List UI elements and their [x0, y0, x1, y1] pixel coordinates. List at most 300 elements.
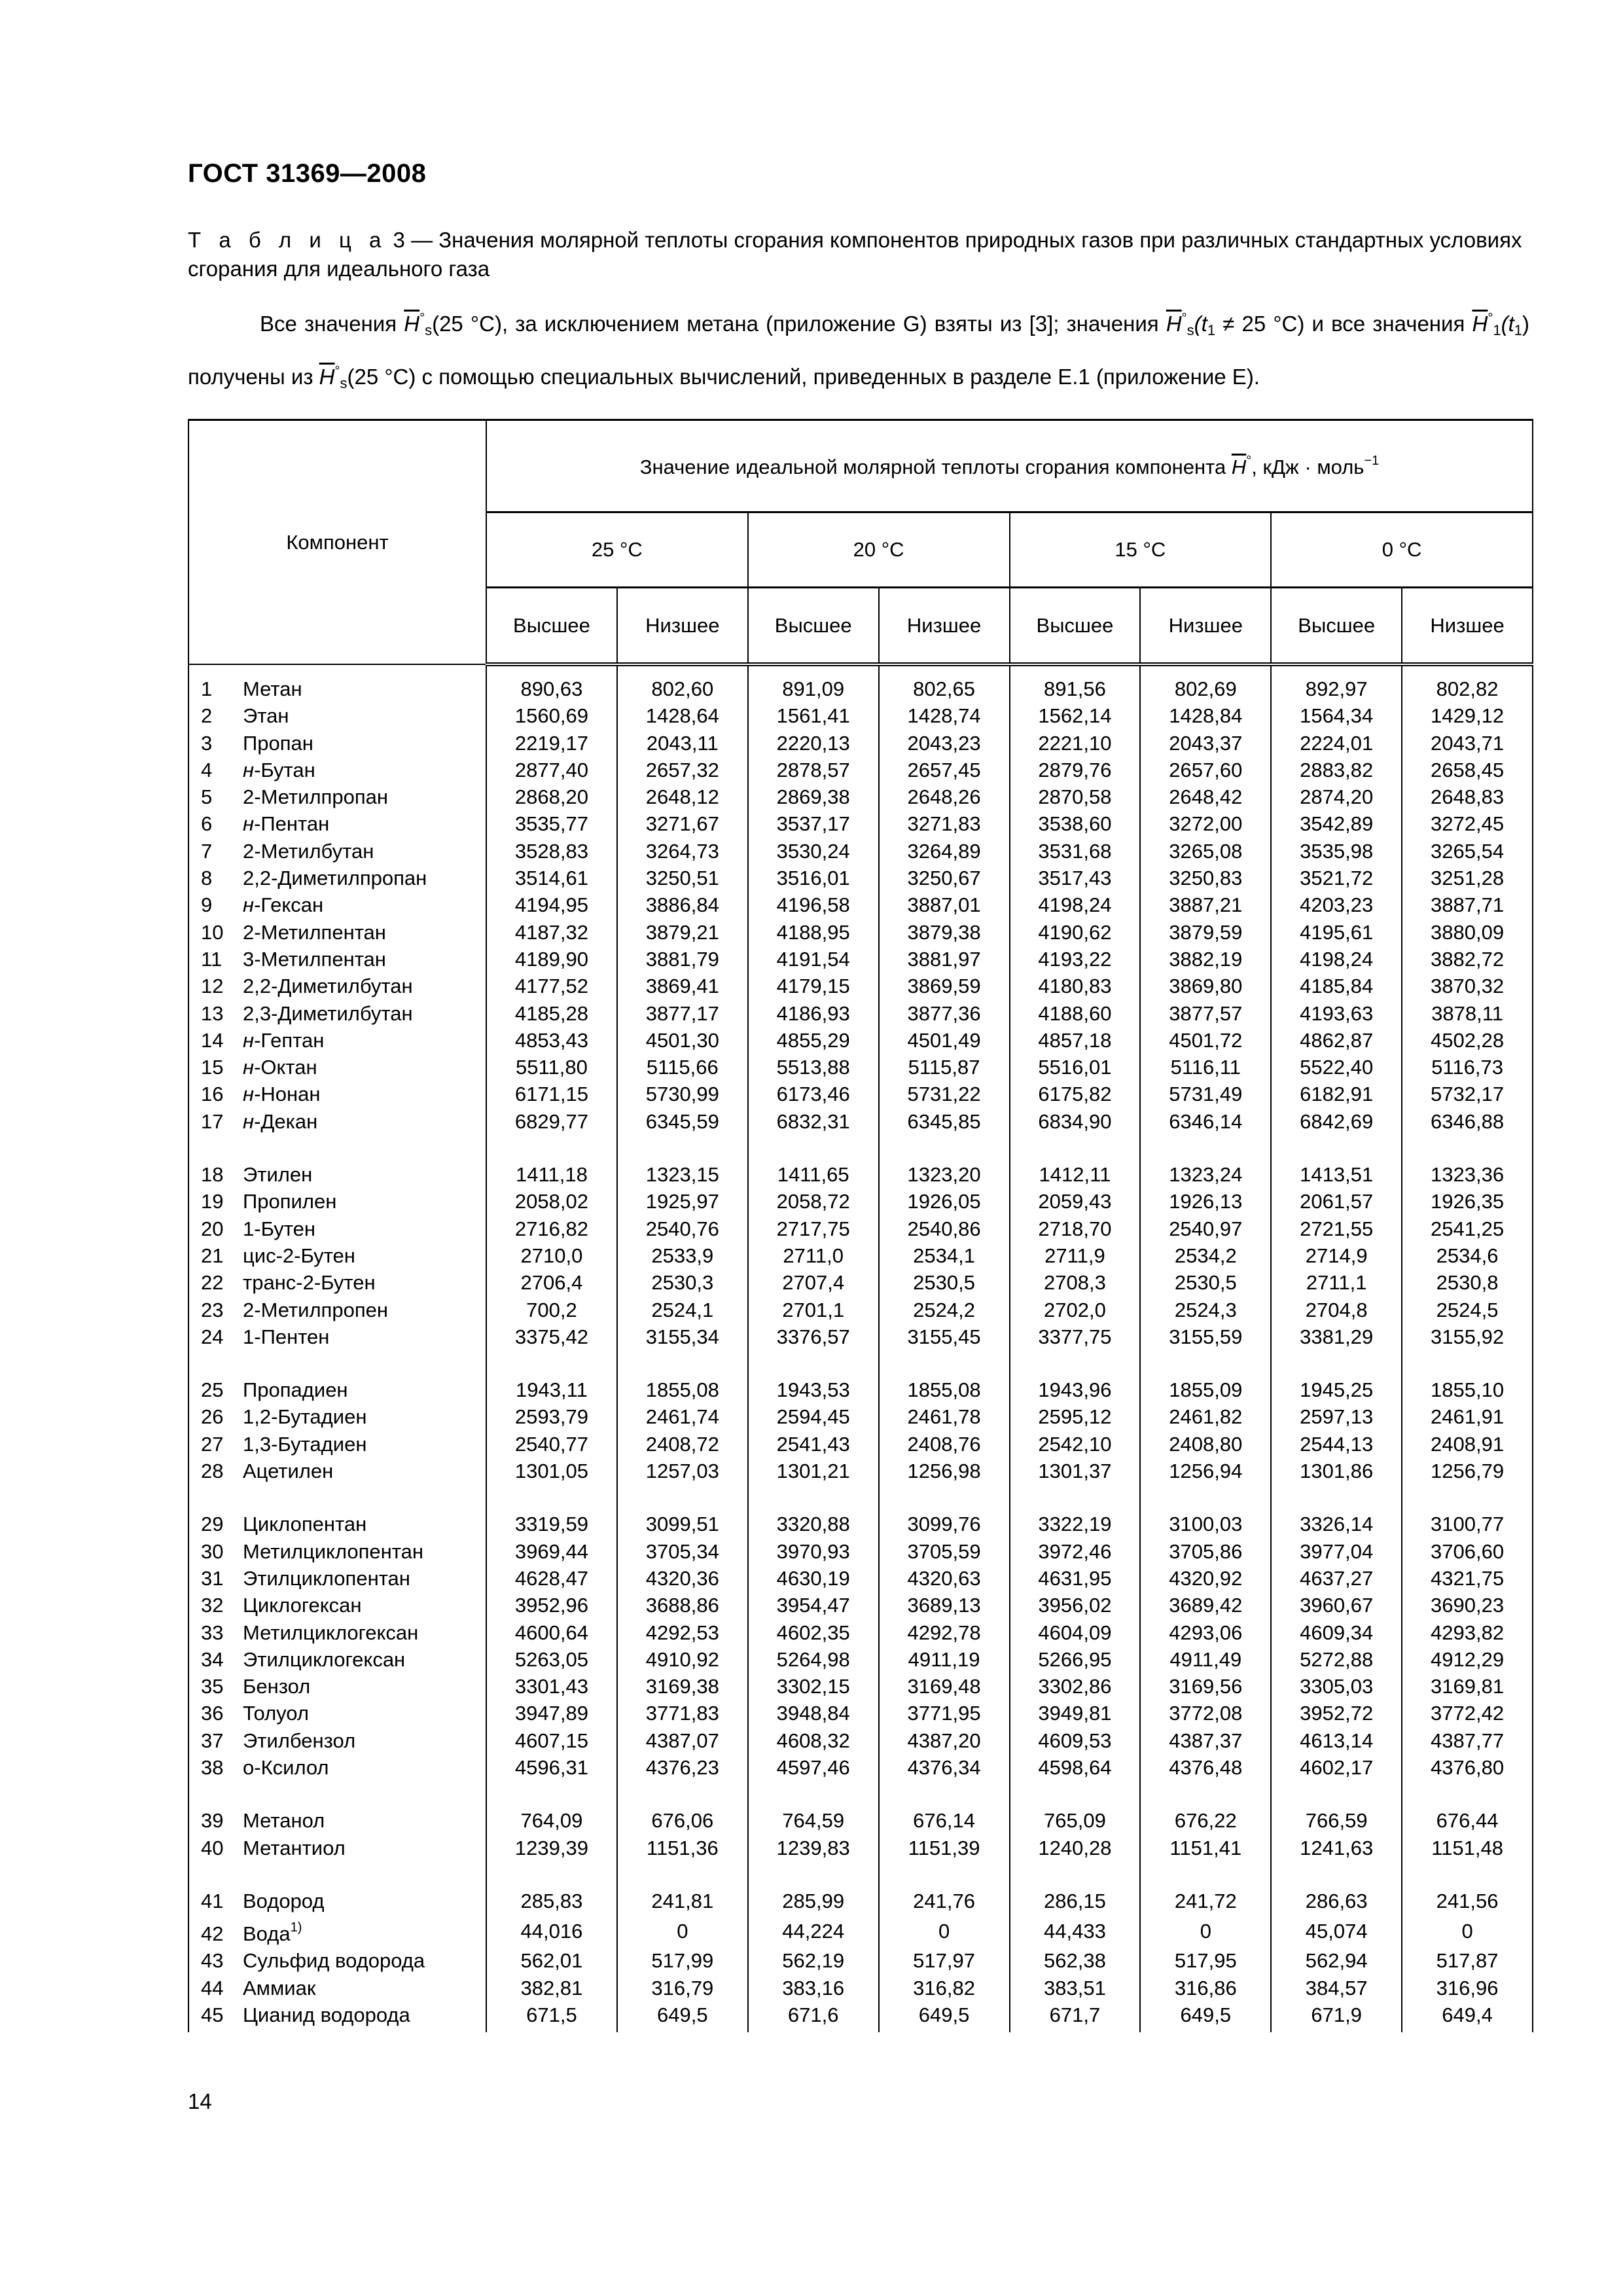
higher-value-cell: 3952,72	[1271, 1700, 1402, 1727]
higher-value-cell: 3528,83	[486, 838, 617, 865]
component-name-cell	[188, 757, 486, 783]
table-row	[188, 1161, 1533, 1188]
spacer-cell	[748, 1350, 879, 1376]
higher-value-cell: 891,09	[748, 675, 879, 702]
higher-value-cell: 4628,47	[486, 1565, 617, 1592]
lower-value-cell: 517,97	[879, 1947, 1010, 1974]
higher-value-cell: 1411,65	[748, 1161, 879, 1188]
component-number: 17	[201, 1109, 224, 1133]
component-number: 33	[201, 1621, 224, 1644]
higher-value-cell: 44,433	[1010, 1914, 1141, 1947]
lower-value-cell: 1323,36	[1402, 1161, 1533, 1188]
lower-value-cell: 676,06	[617, 1807, 748, 1834]
lower-value-cell: 3690,23	[1402, 1592, 1533, 1619]
lower-value-cell: 2541,25	[1402, 1215, 1533, 1242]
lower-value-cell: 3771,83	[617, 1700, 748, 1727]
lower-value-cell: 3100,77	[1402, 1511, 1533, 1537]
component-number: 42	[201, 1922, 224, 1946]
enthalpy-symbol: $\overline{H}$	[1166, 312, 1182, 336]
table-row	[188, 1403, 1533, 1430]
component-number: 43	[201, 1949, 224, 1973]
higher-value-cell: 4609,34	[1271, 1619, 1402, 1646]
table-row	[188, 730, 1533, 757]
component-name: 1-Бутен	[243, 1217, 315, 1240]
higher-value-cell: 3302,15	[748, 1673, 879, 1700]
lower-value-cell: 3155,92	[1402, 1323, 1533, 1350]
note-text: ≠ 25 °C) и все значения	[1215, 312, 1472, 336]
table-row	[188, 1673, 1533, 1700]
table-row	[188, 1323, 1533, 1350]
lower-value-cell: 1151,39	[879, 1835, 1010, 1861]
component-name: Пропилен	[243, 1190, 337, 1213]
caption-text: — Значения молярной теплоты сгорания компонентов природных газов при различных стандартных условиях сгорания для идеального газа	[188, 228, 1522, 281]
higher-value-cell: 4195,61	[1271, 919, 1402, 946]
lower-value-cell: 2461,82	[1140, 1403, 1271, 1430]
normal-prefix: н	[243, 1083, 255, 1106]
higher-value-cell: 6173,46	[748, 1081, 879, 1107]
component-name-cell	[188, 1807, 486, 1834]
lower-value-cell: 1855,08	[879, 1376, 1010, 1403]
component-number: 34	[201, 1647, 224, 1671]
higher-value-cell: 2711,1	[1271, 1269, 1402, 1296]
spacer-cell	[1402, 1350, 1533, 1376]
lower-value-cell: 3099,51	[617, 1511, 748, 1537]
lower-value-cell: 3169,38	[617, 1673, 748, 1700]
higher-value-cell: 764,09	[486, 1807, 617, 1834]
lower-value-cell: 3879,59	[1140, 919, 1271, 946]
higher-value-cell: 383,16	[748, 1975, 879, 2001]
lower-value-cell: 241,72	[1140, 1888, 1271, 1914]
higher-value-cell: 1241,63	[1271, 1835, 1402, 1861]
lower-value-cell: 4293,06	[1140, 1619, 1271, 1646]
lower-value-cell: 6345,85	[879, 1108, 1010, 1135]
component-name-cell	[188, 1727, 486, 1754]
spacer-cell	[188, 1484, 486, 1511]
higher-value-cell: 3381,29	[1271, 1323, 1402, 1350]
spacer-cell	[1271, 1135, 1402, 1161]
component-number: 24	[201, 1325, 224, 1348]
lower-value-cell: 241,81	[617, 1888, 748, 1914]
lower-value-cell: 1428,84	[1140, 702, 1271, 729]
lower-value-cell: 2530,5	[879, 1269, 1010, 1296]
column-header-15c: 15 °C	[1010, 512, 1272, 588]
spacer-cell	[1271, 1781, 1402, 1807]
component-name: Водород	[243, 1889, 325, 1912]
lower-value-cell: 2043,71	[1402, 730, 1533, 757]
spacer-cell	[1402, 1484, 1533, 1511]
column-header-25c: 25 °C	[486, 512, 748, 588]
spacer-cell	[1402, 664, 1533, 675]
lower-value-cell: 0	[1140, 1914, 1271, 1947]
higher-value-cell: 44,224	[748, 1914, 879, 1947]
component-name-cell	[188, 1054, 486, 1081]
group-spacer	[188, 1861, 1533, 1888]
higher-value-cell: 2058,02	[486, 1188, 617, 1215]
lower-value-cell: 3169,81	[1402, 1673, 1533, 1700]
lower-value-cell: 3100,03	[1140, 1511, 1271, 1537]
component-name: 2,2-Диметилбутан	[243, 975, 413, 998]
higher-value-cell: 671,5	[486, 2001, 617, 2032]
higher-value-cell: 1413,51	[1271, 1161, 1402, 1188]
higher-value-cell: 3531,68	[1010, 838, 1141, 865]
higher-value-cell: 6834,90	[1010, 1108, 1141, 1135]
lower-value-cell: 1151,48	[1402, 1835, 1533, 1861]
higher-value-cell: 2221,10	[1010, 730, 1141, 757]
component-name: цис-2-Бутен	[243, 1244, 355, 1267]
higher-value-cell: 3537,17	[748, 810, 879, 837]
higher-value-cell: 2707,4	[748, 1269, 879, 1296]
higher-value-cell: 2710,0	[486, 1242, 617, 1269]
spacer-cell	[1402, 1861, 1533, 1888]
table-row	[188, 1646, 1533, 1673]
higher-value-cell: 4185,28	[486, 1000, 617, 1027]
component-number: 40	[201, 1836, 224, 1859]
higher-value-cell: 2718,70	[1010, 1215, 1141, 1242]
higher-value-cell: 562,38	[1010, 1947, 1141, 1974]
spacer-cell	[1140, 1135, 1271, 1161]
lower-value-cell: 1256,79	[1402, 1458, 1533, 1484]
normal-prefix: н	[243, 1028, 255, 1052]
table-row	[188, 1108, 1533, 1135]
component-number: 35	[201, 1675, 224, 1698]
lower-value-cell: 4501,72	[1140, 1027, 1271, 1054]
component-name: -Пентан	[254, 812, 330, 836]
higher-value-cell: 3326,14	[1271, 1511, 1402, 1537]
component-name-cell	[188, 2001, 486, 2032]
component-name-cell	[188, 1646, 486, 1673]
higher-value-cell: 4198,24	[1010, 891, 1141, 918]
lower-value-cell: 649,5	[617, 2001, 748, 2032]
higher-value-cell: 4191,54	[748, 946, 879, 973]
higher-value-cell: 671,7	[1010, 2001, 1141, 2032]
component-name-cell	[188, 1188, 486, 1215]
column-header-higher: Высшее	[1271, 588, 1402, 665]
higher-value-cell: 1301,86	[1271, 1458, 1402, 1484]
column-header-lower: Низшее	[879, 588, 1010, 665]
lower-value-cell: 241,56	[1402, 1888, 1533, 1914]
lower-value-cell: 4387,77	[1402, 1727, 1533, 1754]
higher-value-cell: 2224,01	[1271, 730, 1402, 757]
lower-value-cell: 3272,45	[1402, 810, 1533, 837]
higher-value-cell: 4193,63	[1271, 1000, 1402, 1027]
table-row	[188, 810, 1533, 837]
higher-value-cell: 2593,79	[486, 1403, 617, 1430]
spacer-cell	[617, 1781, 748, 1807]
component-name: Бензол	[243, 1675, 311, 1698]
spacer-cell	[1140, 664, 1271, 675]
higher-value-cell: 2061,57	[1271, 1188, 1402, 1215]
higher-value-cell: 3517,43	[1010, 865, 1141, 891]
component-name: о-Ксилол	[243, 1755, 329, 1779]
component-name: Аммиак	[243, 1976, 316, 2000]
lower-value-cell: 3155,59	[1140, 1323, 1271, 1350]
higher-value-cell: 3301,43	[486, 1673, 617, 1700]
higher-value-cell: 4198,24	[1271, 946, 1402, 973]
degree-sup: °	[1246, 453, 1252, 468]
lower-value-cell: 3099,76	[879, 1511, 1010, 1537]
column-header-20c: 20 °C	[748, 512, 1010, 588]
lower-value-cell: 676,22	[1140, 1807, 1271, 1834]
standard-designation: ГОСТ 31369—2008	[188, 159, 427, 188]
component-name-cell	[188, 838, 486, 865]
component-name: -Декан	[254, 1109, 318, 1133]
component-number: 4	[201, 758, 213, 781]
higher-value-cell: 1412,11	[1010, 1161, 1141, 1188]
lower-value-cell: 2461,74	[617, 1403, 748, 1430]
higher-value-cell: 1301,05	[486, 1458, 617, 1484]
spacer-cell	[748, 1484, 879, 1511]
lower-value-cell: 3272,00	[1140, 810, 1271, 837]
lower-value-cell: 2648,42	[1140, 783, 1271, 810]
component-name-cell	[188, 1431, 486, 1458]
table-row	[188, 891, 1533, 918]
higher-value-cell: 3947,89	[486, 1700, 617, 1727]
higher-value-cell: 4602,17	[1271, 1754, 1402, 1781]
lower-value-cell: 4293,82	[1402, 1619, 1533, 1646]
component-number: 22	[201, 1271, 224, 1295]
component-name-cell	[188, 1947, 486, 1974]
higher-value-cell: 286,15	[1010, 1888, 1141, 1914]
component-name-cell	[188, 1835, 486, 1861]
component-name-cell	[188, 865, 486, 891]
higher-value-cell: 2058,72	[748, 1188, 879, 1215]
higher-value-cell: 6171,15	[486, 1081, 617, 1107]
component-number: 6	[201, 812, 213, 836]
higher-value-cell: 2059,43	[1010, 1188, 1141, 1215]
lower-value-cell: 3265,54	[1402, 838, 1533, 865]
group-spacer	[188, 1350, 1533, 1376]
component-name: 1,2-Бутадиен	[243, 1405, 367, 1429]
heat-of-combustion-table	[188, 419, 1533, 2032]
spacer-cell	[1140, 1781, 1271, 1807]
higher-value-cell: 5511,80	[486, 1054, 617, 1081]
component-name: транс-2-Бутен	[243, 1271, 376, 1295]
higher-value-cell: 2544,13	[1271, 1431, 1402, 1458]
higher-value-cell: 5516,01	[1010, 1054, 1141, 1081]
lower-value-cell: 4376,34	[879, 1754, 1010, 1781]
spacer-cell	[1010, 1781, 1141, 1807]
higher-value-cell: 382,81	[486, 1975, 617, 2001]
enthalpy-symbol: $\overline{H}$	[1472, 312, 1488, 336]
lower-value-cell: 2533,9	[617, 1242, 748, 1269]
component-name: -Нонан	[254, 1083, 321, 1106]
lower-value-cell: 4292,53	[617, 1619, 748, 1646]
component-name: 1,3-Бутадиен	[243, 1432, 367, 1456]
higher-value-cell: 3319,59	[486, 1511, 617, 1537]
enthalpy-symbol: $\overline{H}$	[404, 312, 420, 336]
table-row	[188, 1619, 1533, 1646]
component-name-cell	[188, 946, 486, 973]
higher-value-cell: 383,51	[1010, 1975, 1141, 2001]
higher-value-cell: 3530,24	[748, 838, 879, 865]
lower-value-cell: 4292,78	[879, 1619, 1010, 1646]
component-number: 25	[201, 1378, 224, 1402]
lower-value-cell: 802,60	[617, 675, 748, 702]
lower-value-cell: 649,5	[1140, 2001, 1271, 2032]
lower-value-cell: 4320,92	[1140, 1565, 1271, 1592]
lower-value-cell: 5730,99	[617, 1081, 748, 1107]
lower-value-cell: 2540,86	[879, 1215, 1010, 1242]
spacer-cell	[617, 1861, 748, 1888]
lower-value-cell: 4387,37	[1140, 1727, 1271, 1754]
higher-value-cell: 4194,95	[486, 891, 617, 918]
normal-prefix: н	[243, 893, 255, 917]
column-header-0c: 0 °C	[1271, 512, 1533, 588]
table-row	[188, 1700, 1533, 1727]
higher-value-cell: 4853,43	[486, 1027, 617, 1054]
spacer-cell	[748, 1781, 879, 1807]
lower-value-cell: 1926,13	[1140, 1188, 1271, 1215]
lower-value-cell: 4376,23	[617, 1754, 748, 1781]
component-name-cell	[188, 1673, 486, 1700]
component-name: Этилбензол	[243, 1729, 356, 1752]
table-row	[188, 1215, 1533, 1242]
lower-value-cell: 3265,08	[1140, 838, 1271, 865]
unit-text: , кДж · моль	[1251, 455, 1364, 478]
lower-value-cell: 4911,19	[879, 1646, 1010, 1673]
component-name-cell	[188, 1297, 486, 1323]
higher-value-cell: 2721,55	[1271, 1215, 1402, 1242]
spacer-cell	[879, 1781, 1010, 1807]
spacer-cell	[617, 1350, 748, 1376]
table-row	[188, 1947, 1533, 1974]
higher-value-cell: 4186,93	[748, 1000, 879, 1027]
lower-value-cell: 3251,28	[1402, 865, 1533, 891]
lower-value-cell: 1428,74	[879, 702, 1010, 729]
lower-value-cell: 3264,89	[879, 838, 1010, 865]
higher-value-cell: 2711,0	[748, 1242, 879, 1269]
table-row	[188, 1807, 1533, 1834]
table-row	[188, 1592, 1533, 1619]
component-name-cell	[188, 1592, 486, 1619]
component-number: 18	[201, 1163, 224, 1187]
higher-value-cell: 2714,9	[1271, 1242, 1402, 1269]
lower-value-cell: 6346,14	[1140, 1108, 1271, 1135]
higher-value-cell: 6175,82	[1010, 1081, 1141, 1107]
component-name: Этилциклогексан	[243, 1647, 406, 1671]
lower-value-cell: 5116,11	[1140, 1054, 1271, 1081]
subscript-1: 1	[1514, 322, 1522, 338]
higher-value-cell: 3956,02	[1010, 1592, 1141, 1619]
lower-value-cell: 1256,94	[1140, 1458, 1271, 1484]
lower-value-cell: 1323,24	[1140, 1161, 1271, 1188]
lower-value-cell: 1323,15	[617, 1161, 748, 1188]
table-body	[188, 664, 1533, 2032]
spacer-cell	[1010, 1135, 1141, 1161]
higher-value-cell: 2706,4	[486, 1269, 617, 1296]
lower-value-cell: 4376,48	[1140, 1754, 1271, 1781]
component-name-cell	[188, 810, 486, 837]
higher-value-cell: 3322,19	[1010, 1511, 1141, 1537]
higher-value-cell: 3514,61	[486, 865, 617, 891]
component-number: 12	[201, 975, 224, 998]
lower-value-cell: 3881,79	[617, 946, 748, 973]
note-text: (25 °C), за исключением метана (приложение G) взяты из [3]; значения	[432, 312, 1166, 336]
table-row	[188, 1888, 1533, 1914]
higher-value-cell: 4188,95	[748, 919, 879, 946]
note-text: (25 °C) с помощью специальных вычислений, приведенных в разделе E.1 (приложение E).	[347, 365, 1260, 389]
component-name: 2-Метилбутан	[243, 839, 374, 863]
component-number: 5	[201, 785, 213, 809]
table-row	[188, 1458, 1533, 1484]
lower-value-cell: 4502,28	[1402, 1027, 1533, 1054]
table-row	[188, 1269, 1533, 1296]
lower-value-cell: 2658,45	[1402, 757, 1533, 783]
lower-value-cell: 802,69	[1140, 675, 1271, 702]
higher-value-cell: 3960,67	[1271, 1592, 1402, 1619]
higher-value-cell: 3535,77	[486, 810, 617, 837]
note-text: Все значения	[260, 312, 404, 336]
component-number: 30	[201, 1539, 224, 1563]
higher-value-cell: 700,2	[486, 1297, 617, 1323]
component-name-cell	[188, 1376, 486, 1403]
column-header-lower: Низшее	[1140, 588, 1271, 665]
higher-value-cell: 3377,75	[1010, 1323, 1141, 1350]
column-header-higher: Высшее	[1010, 588, 1141, 665]
component-name-cell	[188, 1565, 486, 1592]
component-number: 11	[201, 947, 223, 971]
higher-value-cell: 4185,84	[1271, 973, 1402, 999]
lower-value-cell: 4501,49	[879, 1027, 1010, 1054]
higher-value-cell: 4187,32	[486, 919, 617, 946]
component-name: Циклопентан	[243, 1513, 367, 1536]
lower-value-cell: 3869,80	[1140, 973, 1271, 999]
higher-value-cell: 2704,8	[1271, 1297, 1402, 1323]
spacer-cell	[1010, 1861, 1141, 1888]
higher-value-cell: 4609,53	[1010, 1727, 1141, 1754]
lower-value-cell: 6346,88	[1402, 1108, 1533, 1135]
component-number: 29	[201, 1513, 224, 1536]
lower-value-cell: 1256,98	[879, 1458, 1010, 1484]
note-text: ) получены из	[188, 312, 1529, 389]
lower-value-cell: 2461,91	[1402, 1403, 1533, 1430]
column-header-lower: Низшее	[617, 588, 748, 665]
higher-value-cell: 4607,15	[486, 1727, 617, 1754]
higher-value-cell: 3320,88	[748, 1511, 879, 1537]
lower-value-cell: 0	[1402, 1914, 1533, 1947]
higher-value-cell: 4855,29	[748, 1027, 879, 1054]
column-header-title	[486, 420, 1533, 512]
lower-value-cell: 1855,10	[1402, 1376, 1533, 1403]
lower-value-cell: 5115,66	[617, 1054, 748, 1081]
component-number: 20	[201, 1217, 224, 1240]
normal-prefix: н	[243, 758, 255, 781]
group-spacer	[188, 1781, 1533, 1807]
component-name-cell	[188, 1108, 486, 1135]
component-name-cell	[188, 1081, 486, 1107]
table-row	[188, 1914, 1533, 1947]
column-header-component: Компонент	[188, 420, 486, 665]
higher-value-cell: 6842,69	[1271, 1108, 1402, 1135]
component-number: 3	[201, 731, 213, 755]
component-name: 2-Метилпентан	[243, 920, 386, 944]
lower-value-cell: 3869,59	[879, 973, 1010, 999]
higher-value-cell: 890,63	[486, 675, 617, 702]
lower-value-cell: 5731,49	[1140, 1081, 1271, 1107]
lower-value-cell: 3689,13	[879, 1592, 1010, 1619]
lower-value-cell: 4320,63	[879, 1565, 1010, 1592]
component-name: Ацетилен	[243, 1460, 334, 1483]
higher-value-cell: 3538,60	[1010, 810, 1141, 837]
higher-value-cell: 2219,17	[486, 730, 617, 757]
table-row	[188, 1081, 1533, 1107]
lower-value-cell: 3169,48	[879, 1673, 1010, 1700]
spacer-cell	[748, 1135, 879, 1161]
lower-value-cell: 1429,12	[1402, 702, 1533, 729]
higher-value-cell: 3969,44	[486, 1538, 617, 1565]
lower-value-cell: 649,4	[1402, 2001, 1533, 2032]
higher-value-cell: 562,19	[748, 1947, 879, 1974]
